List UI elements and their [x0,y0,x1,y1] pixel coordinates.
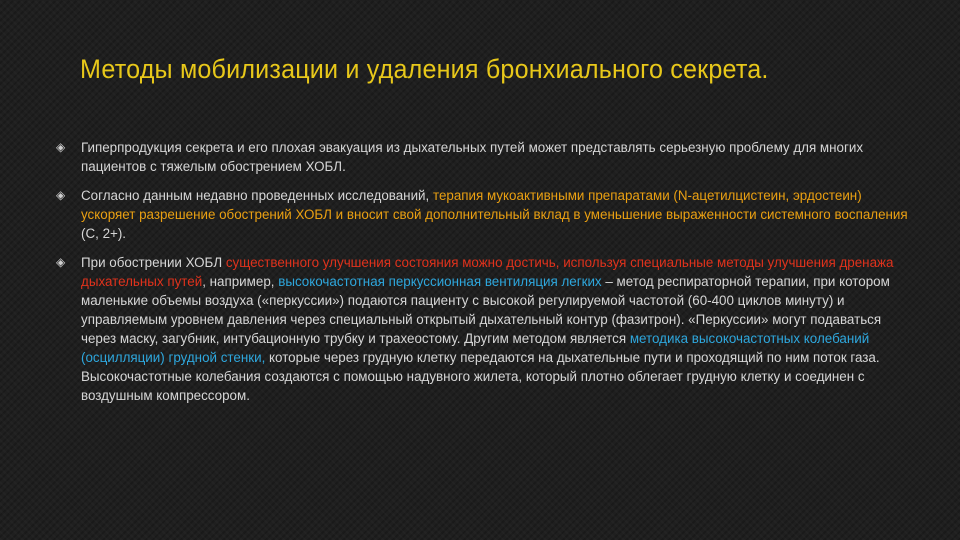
text-segment: Гиперпродукция секрета и его плохая эвакуация из дыхательных путей может представлять серьезную проблему для многих пациентов с тяжелым обострением ХОБЛ. [81,140,864,174]
bullet-list [55,138,910,415]
text-segment: При обострении ХОБЛ [81,255,226,270]
bullet-item-1 [55,138,910,176]
text-segment: которые через грудную клетку передаются на дыхательные пути и проходящий по ним поток газа. Высокочастотные колебания создаются с помощью надувного жилета, который плотно облегает грудную клетку и соединен с воздушным компрессором. [81,350,880,403]
bullet-item-3 [55,253,910,405]
slide-title: Методы мобилизации и удаления бронхиального секрета. [80,54,769,84]
bullet-item-2 [55,186,910,243]
text-segment: Согласно данным недавно проведенных исследований, [81,188,433,203]
bullet-text [81,140,863,174]
diamond-bullet-icon: ◈ [56,255,66,269]
highlight-blue-segment: высокочастотная перкуссионная вентиляция легких [278,274,602,289]
text-segment: – метод респираторной терапии, при котором маленькие объемы воздуха («перкуссии») подаются пациенту с высокой регулируемой частотой (60-400 циклов минуту) и управляемым уровнем давления через специальный открытый дыхательный контур (фазитрон). «Перкуссии» могут подаваться через маску, загубник, интубационную трубку и трахеостому. Другим методом является [81,274,890,346]
text-segment: , например, [202,274,279,289]
diamond-bullet-icon: ◈ [56,140,66,154]
highlight-red-segment: существенного улучшения состояния можно достичь, используя специальные методы улучшения дренажа дыхательных путей [81,255,894,289]
bullet-text [81,255,893,403]
highlight-blue-segment: методика высокочастотных колебаний (осцилляции) грудной стенки, [81,331,870,365]
bullet-text [81,188,908,241]
evidence-level-segment: (С, 2+). [81,226,127,241]
highlight-orange-segment: терапия мукоактивными препаратами (N-ацетилцистеин, эрдостеин) ускоряет разрешение обострений ХОБЛ и вносит свой дополнительный вклад в уменьшение выраженности системного воспаления [81,188,908,222]
diamond-bullet-icon: ◈ [56,188,66,202]
